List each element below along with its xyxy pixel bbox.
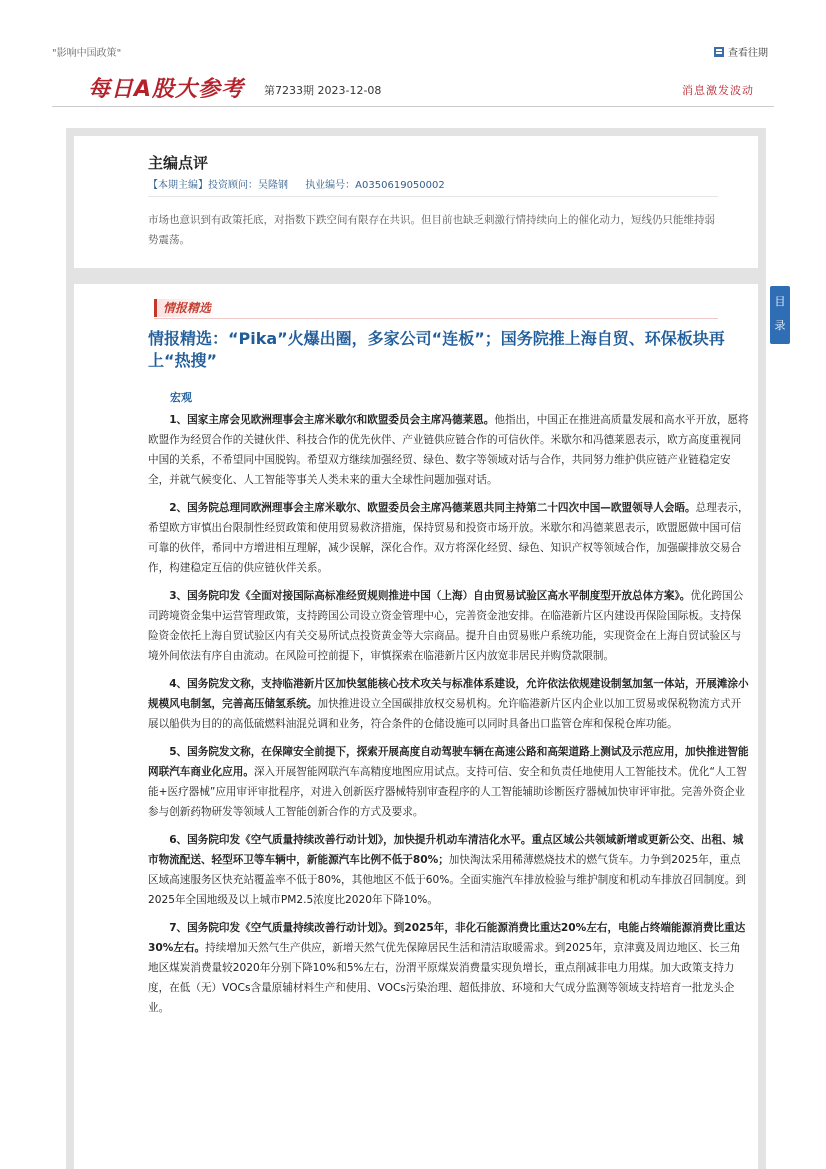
- editor-comment-panel: [66, 128, 766, 276]
- news-lead: 4、国务院发文称，支持临港新片区加快氢能核心技术攻关与标准体系建设，允许依法依规建设制氢加氢一体站，开展滩涂小规模风电制氢，完善高压储氢系统。: [148, 678, 749, 710]
- news-item: [148, 918, 750, 1018]
- news-body: 加快推进设立全国碳排放权交易机构。允许临港新片区内企业以加工贸易或保税物流方式开展以船供为目的的高低硫燃料油混兑调和业务，符合条件的仓储设施可以同时具备出口监管仓库和保税仓库功能。: [148, 698, 742, 730]
- header-slogan: 消息激发波动: [682, 84, 754, 97]
- news-item: [148, 830, 750, 910]
- toc-tab[interactable]: 目录: [770, 286, 790, 344]
- divider: [148, 196, 718, 197]
- editor-role: 【本期主编】投资顾问：吴隆钢: [148, 180, 288, 191]
- news-body: 深入开展智能网联汽车高精度地图应用试点。支持可信、安全和负责任地使用人工智能技术。优化“人工智能+医疗器械”应用审评审批程序，对进入创新医疗器械特别审查程序的人工智能辅助诊断医疗器械加快审评审批。完善外资企业参与创新药物研发等领域人工智能创新合作的方式及要求。: [148, 766, 747, 818]
- news-list: [148, 410, 750, 1026]
- divider: [154, 318, 718, 319]
- archive-link[interactable]: [714, 44, 768, 59]
- intel-panel: [66, 276, 766, 1169]
- editor-comment: 市场也意识到有政策托底，对指数下跌空间有限存在共识。但目前也缺乏刺激行情持续向上的催化动力，短线仍只能维持弱势震荡。: [148, 214, 715, 246]
- news-lead: 1、国家主席会见欧洲理事会主席米歇尔和欧盟委员会主席冯德莱恩。: [169, 414, 495, 426]
- news-lead: 6、国务院印发《空气质量持续改善行动计划》，加快提升机动车清洁化水平。重点区域公共领域新增或更新公交、出租、城市物流配送、轻型环卫等车辆中，新能源汽车比例不低于80%；: [148, 834, 744, 866]
- section-title: 主编点评: [148, 154, 209, 172]
- news-body: 持续增加天然气生产供应，新增天然气优先保障居民生活和清洁取暖需求。到2025年，京津冀及周边地区、长三角地区煤炭消费量较2020年分别下降10%和5%左右，汾渭平原煤炭消费量实现负增长，重点削减非电力用煤。加大政策支持力度，在低（无）VOCs含量原辅材料生产和使用、VOCs污染治理、超低排放、环境和大气成分监测等领域支持培育一批龙头企业。: [148, 942, 741, 1014]
- news-body: 优化跨国公司跨境资金集中运营管理政策，支持跨国公司设立资金管理中心，完善资金池安排。在临港新片区内建设再保险国际板。支持保险资金依托上海自贸试验区内有关交易所试点投资黄金等大宗商品。提升自由贸易账户系统功能，实现资金在上海自贸试验区与境外间依法有序自由流动。在风险可控前提下，审慎探索在临港新片区内放宽非居民并购贷款限制。: [148, 590, 744, 662]
- news-item: [148, 410, 750, 490]
- masthead: [52, 70, 774, 107]
- news-lead: 2、国务院总理同欧洲理事会主席米歇尔、欧盟委员会主席冯德莱恩共同主持第二十四次中国—欧盟领导人会晤。: [169, 502, 696, 514]
- news-body: 总理表示，希望欧方审慎出台限制性经贸政策和使用贸易救济措施，保持贸易和投资市场开放。米歇尔和冯德莱恩表示，欧盟愿做中国可信可靠的伙伴，希同中方增进相互理解，减少误解，深化合作。双方将深化经贸、绿色、知识产权等领域合作，加强碳排放交易合作，构建稳定互信的供应链伙伴关系。: [148, 502, 749, 574]
- logo: 每日A股大参考: [88, 77, 245, 102]
- news-lead: 3、国务院印发《全面对接国际高标准经贸规则推进中国（上海）自由贸易试验区高水平制度型开放总体方案》。: [169, 590, 691, 602]
- calendar-icon: [714, 47, 724, 57]
- archive-label: 查看往期: [728, 48, 768, 59]
- section-label: 宏观: [170, 391, 192, 404]
- editor-license: 执业编号：A0350619050002: [305, 180, 445, 191]
- editor-meta: [148, 176, 459, 191]
- intel-tag: 情报精选: [154, 299, 219, 317]
- news-body: 他指出，中国正在推进高质量发展和高水平开放，愿将欧盟作为经贸合作的关键伙伴、科技合作的优先伙伴、产业链供应链合作的可信伙伴。米歇尔和冯德莱恩表示，欧方高度重视同中国的关系，不希望同中国脱钩。希望双方继续加强经贸、绿色、数字等领域对话与合作，共同努力维护供应链产业链稳定安全，并就气候变化、人工智能等事关人类未来的重大全球性问题加强对话。: [148, 414, 749, 486]
- news-item: [148, 742, 750, 822]
- news-item: [148, 586, 750, 666]
- news-body: 加快淘汰采用稀薄燃烧技术的燃气货车。力争到2025年，重点区域高速服务区快充站覆盖率不低于80%，其他地区不低于60%。全面实施汽车排放检验与维护制度和机动车排放召回制度。到2025年全国地级及以上城市PM2.5浓度比2020年下降10%。: [148, 854, 746, 906]
- article-headline: 情报精选：“Pika”火爆出圈，多家公司“连板”；国务院推上海自贸、环保板块再上“热搜”: [148, 329, 725, 370]
- issue-info: 第7233期 2023-12-08: [264, 84, 382, 97]
- news-item: [148, 674, 750, 734]
- slogan-note: "影响中国政策": [52, 48, 122, 59]
- news-lead: 5、国务院发文称，在保障安全前提下，探索开展高度自动驾驶车辆在高速公路和高架道路上测试及示范应用，加快推进智能网联汽车商业化应用。: [148, 746, 749, 778]
- news-lead: 7、国务院印发《空气质量持续改善行动计划》。到2025年，非化石能源消费比重达20%左右，电能占终端能源消费比重达30%左右。: [148, 922, 746, 954]
- news-item: [148, 498, 750, 578]
